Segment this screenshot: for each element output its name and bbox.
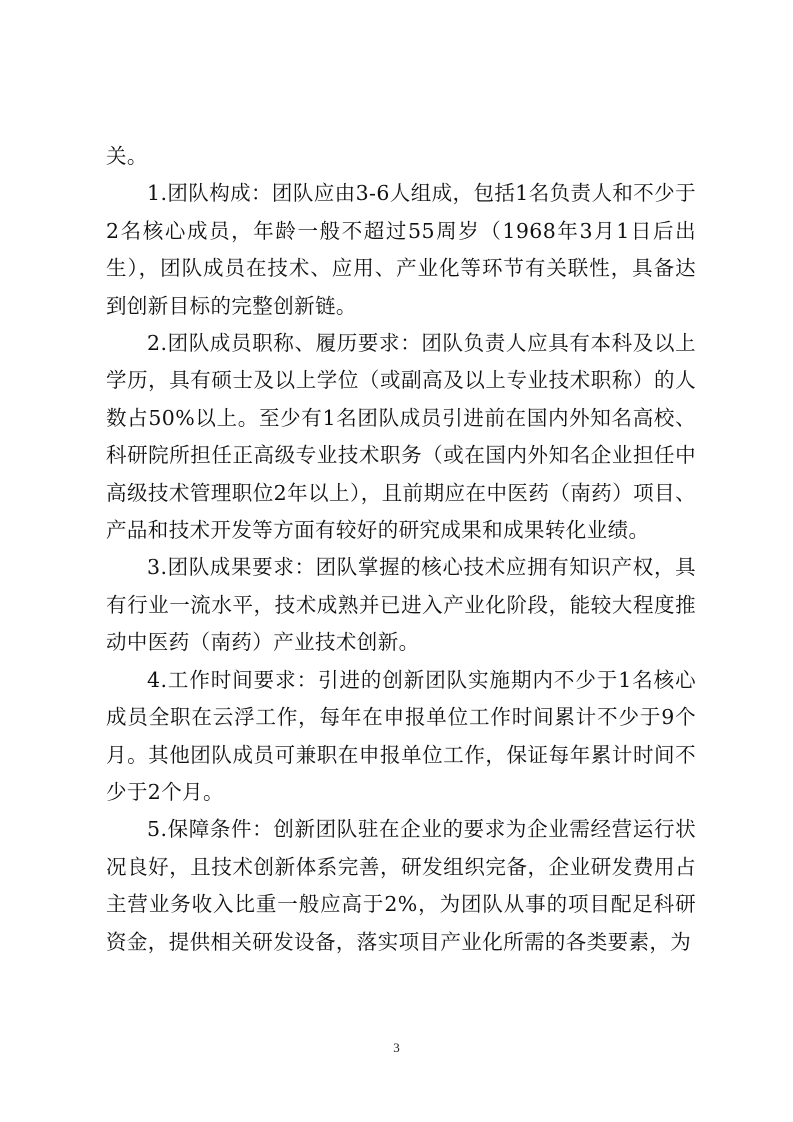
paragraph-working-time: 4.工作时间要求：引进的创新团队实施期内不少于1名核心成员全职在云浮工作，每年在申报单位工作时间累计不少于9个月。其他团队成员可兼职在申报单位工作，保证每年累计时间不少于2个月。 bbox=[106, 667, 696, 804]
paragraph-team-composition: 1.团队构成：团队应由3-6人组成，包括1名负责人和不少于2名核心成员，年龄一般不超过55周岁（1968年3月1日后出生），团队成员在技术、应用、产业化等环节有关联性，具备达到创新目标的完整创新链。 bbox=[106, 181, 696, 318]
paragraph-continuation: 关。 bbox=[106, 144, 148, 168]
paragraph-support-conditions: 5.保障条件：创新团队驻在企业的要求为企业需经营运行状况良好，且技术创新体系完善，研发组织完备，企业研发费用占主营业务收入比重一般应高于2%，为团队从事的项目配足科研资金，提供相关研发设备，落实项目产业化所需的各类要素，为 bbox=[106, 817, 696, 954]
paragraph-team-achievements: 3.团队成果要求：团队掌握的核心技术应拥有知识产权，具有行业一流水平，技术成熟并已进入产业化阶段，能较大程度推动中医药（南药）产业技术创新。 bbox=[106, 555, 696, 655]
paragraph-member-qualifications: 2.团队成员职称、履历要求：团队负责人应具有本科及以上学历，具有硕士及以上学位（或副高及以上专业技术职称）的人数占50%以上。至少有1名团队成员引进前在国内外知名高校、科研院所担任正高级专业技术职务（或在国内外知名企业担任中高级技术管理职位2年以上），且前期应在中医药（南药）项目、产品和技术开发等方面有较好的研究成果和成果转化业绩。 bbox=[106, 331, 696, 543]
page-number: 3 bbox=[393, 1040, 400, 1055]
document-body bbox=[106, 138, 696, 961]
